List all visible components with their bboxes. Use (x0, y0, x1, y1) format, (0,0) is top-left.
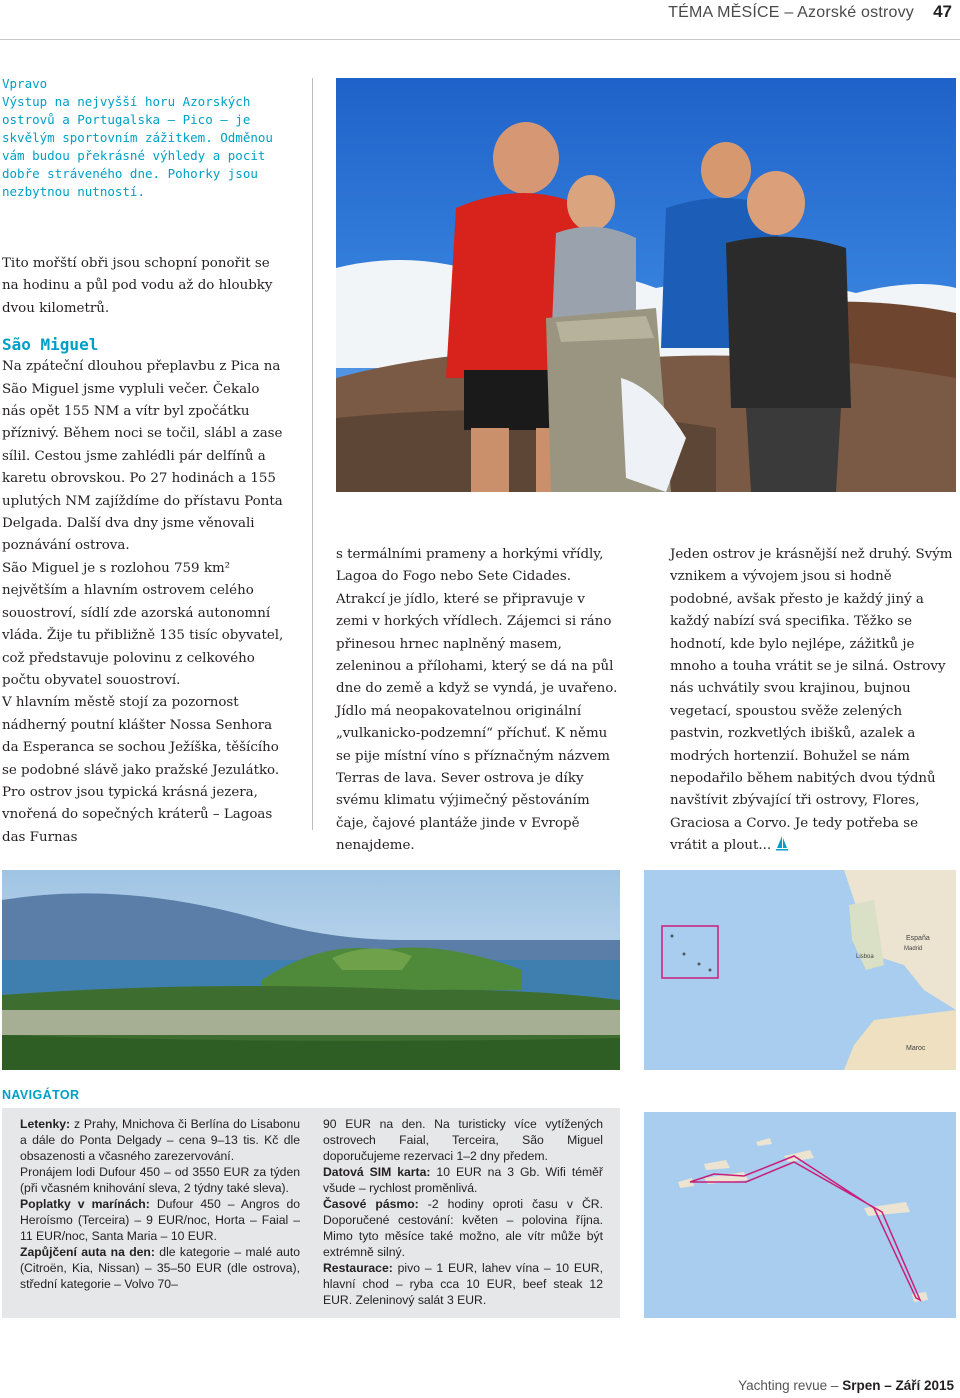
issue-date: Srpen – Září 2015 (842, 1378, 954, 1393)
magazine-name: Yachting revue (738, 1378, 828, 1393)
navigator-term: Datová SIM karta: (323, 1165, 431, 1179)
navigator-text: dle kategorie – malé auto (Citroën, Kia, Nissan) – 35–50 EUR (dle ostrova), střední kategorie – Volvo 70– (20, 1245, 300, 1291)
navigator-column-left (20, 1116, 300, 1292)
page-header (0, 0, 960, 40)
navigator-term: Zapůjčení auta na den: (20, 1245, 155, 1259)
navigator-term: Letenky: (20, 1117, 71, 1131)
map-label-spain: España (906, 935, 930, 942)
column-divider (312, 78, 313, 830)
article-column-1 (2, 253, 287, 849)
caption-text: Výstup na nejvyšší horu Azorských ostrovů a Portugalska – Pico – je skvělým sportovním zážitkem. Odměnou vám budou překrásné výhledy a pocit dobře stráveného dne. Pohorky jsou nezbytnou nutností. (2, 94, 273, 199)
map-label-madrid: Madrid (904, 946, 923, 952)
photo-caption (2, 75, 292, 201)
navigator-item (20, 1164, 300, 1196)
section-title: TÉMA MĚSÍCE – Azorské ostrovy (668, 4, 914, 21)
navigator-text: pivo – 1 EUR, lahev vína – 10 EUR, hlavní chod – ryba cca 10 EUR, beef steak 12 EUR. Zeleninový salát 3 EUR. (323, 1261, 603, 1307)
navigator-item (323, 1196, 603, 1260)
article-column-2 (336, 544, 620, 858)
article-paragraph: São Miguel je s rozlohou 759 km² největším a hlavním ostrovem celého souostroví, sídlí zde azorská autonomní vláda. Žije tu přibližně 135 tisíc obyvatel, což představuje polovinu z celkového počtu obyvatel souostroví. (2, 560, 284, 688)
section-heading: São Miguel (2, 335, 99, 355)
navigator-text: 90 EUR na den. Na turisticky více vytížených ostrovech Faial, Terceira, São Miguel doporučujeme rezervaci 1–2 dny předem. (323, 1117, 603, 1163)
azores-route-map (644, 1112, 956, 1318)
navigator-item (20, 1196, 300, 1244)
navigator-text: Dufour 450 – Angros do Heroísmo (Terceira) – 9 EUR/noc, Horta – Faial – 11 EUR/noc, Santa Maria – 10 EUR. (20, 1197, 300, 1243)
article-paragraph: V hlavním městě stojí za pozornost nádherný poutní klášter Nossa Senhora da Esperanca se sochou Ježíška, těšícího se podobné slávě jako pražské Jezulátko. Pro ostrov jsou typická krásná jezera, vnořená do sopečných kráterů – Lagoas das Furnas (2, 695, 280, 845)
navigator-text: z Prahy, Mnichova či Berlína do Lisabonu a dále do Ponta Delgady – cena 9–13 tis. Kč dle obsazenosti a včasného zarezervování. (20, 1117, 300, 1163)
intro-paragraph: Tito mořští obři jsou schopní ponořit se na hodinu a půl pod vodu až do hloubky dvou kilometrů. (2, 256, 273, 316)
navigator-item (323, 1116, 603, 1164)
navigator-box (2, 1108, 620, 1318)
navigator-column-right (323, 1116, 603, 1308)
navigator-term: Poplatky v marínách: (20, 1197, 150, 1211)
iberia-map (644, 870, 956, 1070)
navigator-term: Restaurace: (323, 1261, 393, 1275)
navigator-text: Pronájem lodi Dufour 450 – od 3550 EUR za týden (při včasném knihování sleva, 2 týdny také sleva). (20, 1165, 300, 1195)
page-footer: Yachting revue – Srpen – Září 2015 (738, 1378, 954, 1393)
closing-paragraph-text: Jeden ostrov je krásnější než druhý. Svým vznikem a vývojem jsou si hodně podobné, avšak přesto je každý jiný a každý nabízí svá specifika. Těžko se hodnotí, kde bylo nejlépe, zážitků je mnoho a touha vrátit se je silná. Ostrovy nás uchvátily svou krajinou, bujnou vegetací, spoustou svěže zelených pastvin, rozkvetlých ibišků, azalek a modrých hortenzií. Bohužel se nám nepodařilo během nabitých dvou týdnů navštívit zbývající tři ostrovy, Flores, Graciosa a Corvo. Je tedy potřeba se vrátit a plout... (670, 547, 953, 854)
map-label-morocco: Maroc (906, 1045, 926, 1052)
navigator-item (20, 1116, 300, 1164)
caption-label: Vpravo (2, 76, 48, 91)
article-paragraph: s termálními prameny a horkými vřídly, Lagoa do Fogo nebo Sete Cidades. Atrakcí je jídlo, které se připravuje v zemi v horkých vřídlech. Zájemci si ráno přinesou hrnec naplněný masem, zeleninou a přílohami, který se dá na půl dne do země a když se vyndá, je uvařeno. Jídlo má neopakovatelnou originální „vulkanicko-podzemní“ příchuť. K němu se pije místní víno s příznačným názvem Terras de lava. Sever ostrova je díky svému klimatu výjimečný pěstováním čaje, čajové plantáže jinde v Evropě nenajdeme. (336, 547, 618, 854)
navigator-text: -2 hodiny oproti času v ČR. Doporučené cestování: květen – polovina října. Mimo tyto měsíce také možno, ale vítr může být extrémně silný. (323, 1197, 603, 1259)
navigator-item (323, 1260, 603, 1308)
article-paragraph: Na zpáteční dlouhou přeplavbu z Pica na São Miguel jsme vypluli večer. Čekalo nás opět 155 NM a vítr byl zpočátku příznivý. Během noci se točil, slábl a zase sílil. Cestou jsme zahlédli pár delfínů a karetu obrovskou. Po 27 hodinách a 155 uplutých NM zajíždíme do přístavu Ponta Delgada. Další dva dny jsme věnovali poznávání ostrova. (2, 359, 283, 554)
article-column-3 (670, 544, 956, 858)
page-number: 47 (933, 2, 952, 21)
map-label-lisbon: Lisboa (856, 954, 874, 960)
article-paragraph (670, 544, 956, 858)
hikers-summit-photo (336, 78, 956, 492)
navigator-item (20, 1244, 300, 1292)
island-panorama-photo (2, 870, 620, 1070)
navigator-heading: NAVIGÁTOR (2, 1088, 80, 1102)
navigator-term: Časové pásmo: (323, 1197, 419, 1211)
navigator-text: 10 EUR na 3 Gb. Wifi téměř všude – rychlost proměnlivá. (323, 1165, 603, 1195)
navigator-item (323, 1164, 603, 1196)
sailboat-icon (775, 835, 789, 851)
